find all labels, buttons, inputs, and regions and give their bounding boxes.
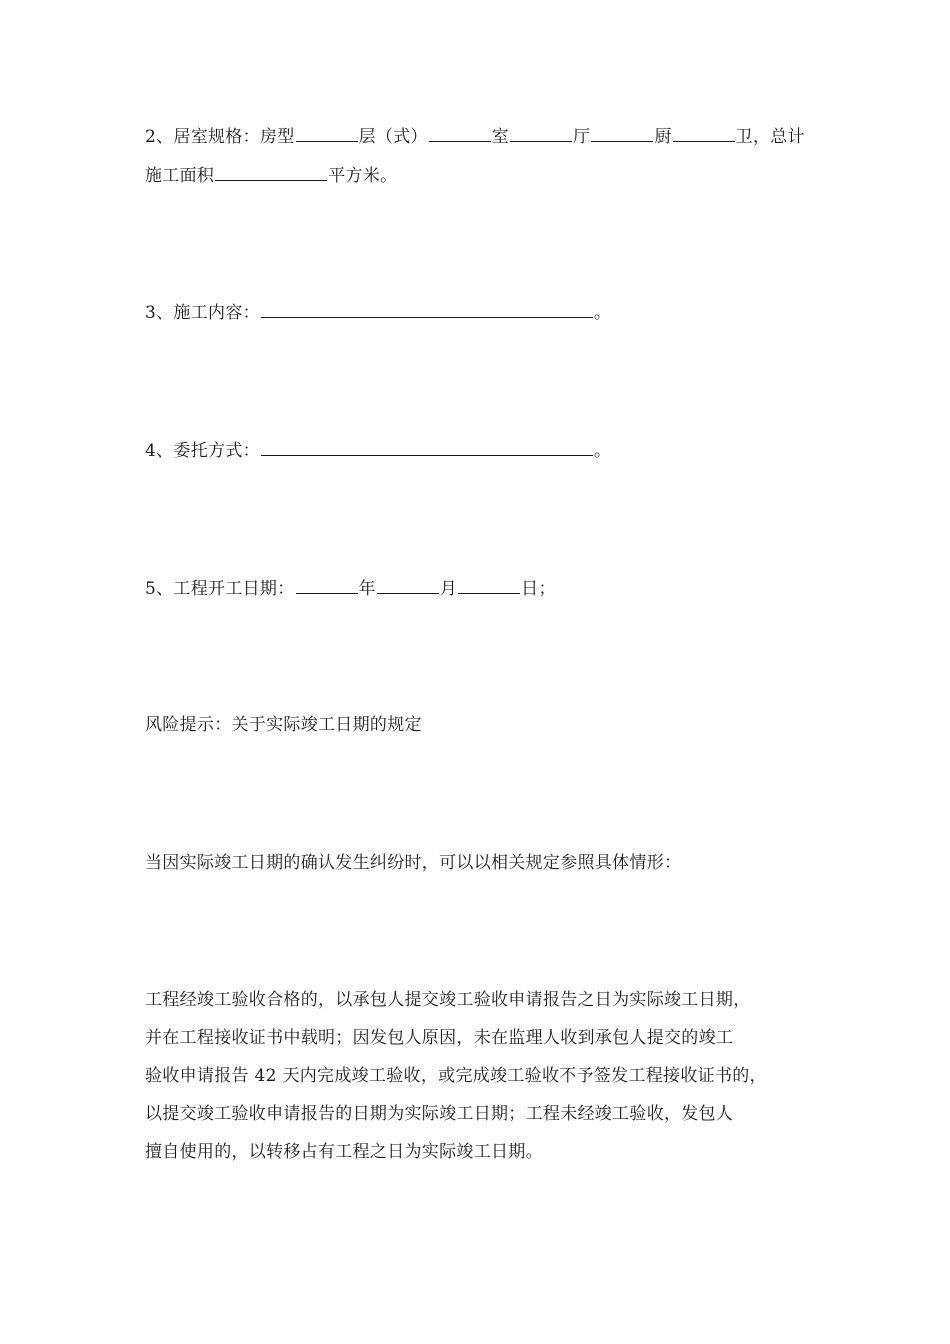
commission-method-end: 。 — [593, 441, 612, 461]
day-label: 日； — [521, 579, 556, 599]
start-date-line — [145, 576, 556, 601]
room-spec-line — [145, 124, 805, 149]
paragraph-line-3: 验收申请报告 42 天内完成竣工验收，或完成竣工验收不予签发工程接收证书的， — [145, 1066, 767, 1086]
paragraph-line-2: 并在工程接收证书中载明；因发包人原因，未在监理人收到承包人提交的竣工 — [145, 1028, 734, 1048]
kitchen-count-blank[interactable] — [591, 124, 653, 142]
room-type-blank[interactable] — [296, 124, 358, 142]
hall-label: 厅 — [573, 127, 591, 147]
construction-content-blank[interactable] — [261, 300, 593, 318]
room-count-blank[interactable] — [429, 124, 491, 142]
area-line — [145, 163, 397, 188]
start-year-blank[interactable] — [296, 576, 358, 594]
start-day-blank[interactable] — [458, 576, 520, 594]
floor-label: 层（式） — [358, 127, 428, 147]
commission-method-line — [145, 438, 611, 463]
construction-content-label: 3、施工内容： — [145, 303, 260, 323]
room-spec-label: 2、居室规格：房型 — [145, 127, 295, 147]
year-label: 年 — [358, 579, 376, 599]
risk-title: 风险提示：关于实际竣工日期的规定 — [145, 715, 422, 735]
construction-content-line — [145, 300, 611, 325]
paragraph-line-4: 以提交竣工验收申请报告的日期为实际竣工日期；工程未经竣工验收，发包人 — [145, 1104, 734, 1124]
start-date-label: 5、工程开工日期： — [145, 579, 295, 599]
room-label: 室 — [491, 127, 510, 147]
kitchen-label: 厨 — [654, 127, 672, 147]
paragraph-line-1: 工程经竣工验收合格的，以承包人提交竣工验收申请报告之日为实际竣工日期， — [145, 990, 751, 1010]
commission-method-blank[interactable] — [261, 438, 593, 456]
intro-text: 当因实际竣工日期的确认发生纠纷时，可以以相关规定参照具体情形： — [145, 853, 682, 873]
bath-count-blank[interactable] — [673, 124, 735, 142]
bath-label: 卫，总计 — [735, 127, 805, 147]
paragraph-line-5: 擅自使用的，以转移占有工程之日为实际竣工日期。 — [145, 1142, 543, 1162]
commission-method-label: 4、委托方式： — [145, 441, 260, 461]
hall-count-blank[interactable] — [510, 124, 572, 142]
area-unit: 平方米。 — [328, 166, 398, 186]
month-label: 月 — [439, 579, 458, 599]
construction-content-end: 。 — [593, 303, 612, 323]
area-blank[interactable] — [215, 163, 327, 181]
area-label: 施工面积 — [145, 166, 215, 186]
start-month-blank[interactable] — [377, 576, 439, 594]
